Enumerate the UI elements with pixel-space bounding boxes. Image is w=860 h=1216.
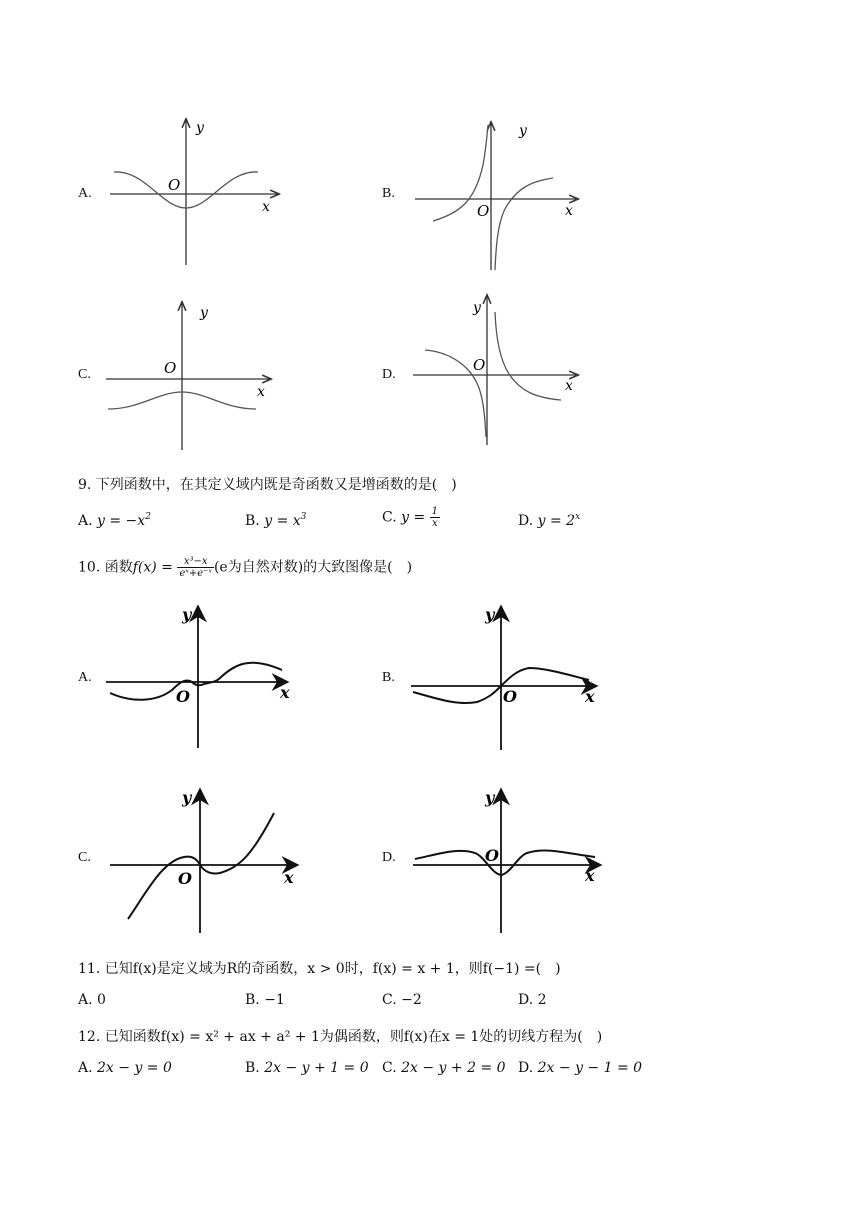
y-label: y bbox=[485, 788, 495, 807]
q10-option-a-label: A. bbox=[78, 670, 92, 685]
stem-prefix: 10. 函数 bbox=[78, 559, 133, 576]
q8-graph-c bbox=[100, 295, 290, 455]
q11-option-b[interactable] bbox=[245, 992, 285, 1008]
q10-graph-d bbox=[405, 785, 605, 935]
q11-option-d[interactable] bbox=[518, 992, 547, 1008]
option-value: −2 bbox=[401, 992, 422, 1008]
q10-option-c-label: C. bbox=[78, 850, 91, 865]
option-label: A. bbox=[78, 1060, 93, 1076]
q8-graph-b bbox=[405, 115, 595, 275]
function-fraction bbox=[177, 556, 214, 579]
curve-right-branch bbox=[495, 178, 553, 270]
q10-graph-b bbox=[405, 598, 605, 753]
option-value: 2 bbox=[537, 992, 547, 1008]
q12-option-a[interactable] bbox=[78, 1060, 172, 1076]
origin-label: O bbox=[485, 846, 499, 865]
curve-right-branch bbox=[495, 312, 561, 400]
q10-option-d-label: D. bbox=[382, 850, 396, 865]
origin-label: O bbox=[477, 202, 490, 220]
x-label: x bbox=[262, 199, 270, 215]
x-label: x bbox=[257, 384, 265, 400]
q8-graph-d bbox=[405, 290, 595, 450]
option-value: 2x − y = 0 bbox=[97, 1060, 172, 1076]
x-label: x bbox=[565, 378, 573, 394]
option-fraction bbox=[430, 506, 440, 529]
q10-option-b-label: B. bbox=[382, 670, 395, 685]
option-exponent: 3 bbox=[300, 512, 307, 522]
fraction-numerator: 1 bbox=[431, 506, 439, 517]
origin-label: O bbox=[164, 359, 177, 377]
option-exponent: x bbox=[575, 512, 581, 522]
stem-suffix: (e为自然对数)的大致图像是( ) bbox=[213, 559, 413, 576]
q11-stem: 11. 已知f(x)是定义域为R的奇函数，x > 0时，f(x) = x + 1，则f(−1) =( ) bbox=[78, 961, 561, 977]
y-label: y bbox=[200, 305, 208, 321]
option-label: D. bbox=[518, 992, 534, 1008]
function-name: f(x) = bbox=[132, 559, 178, 576]
curve bbox=[415, 850, 595, 875]
option-label: A. bbox=[78, 513, 93, 529]
q8-option-d-label: D. bbox=[382, 367, 396, 382]
origin-label: O bbox=[473, 356, 486, 374]
option-exponent: 2 bbox=[145, 512, 151, 522]
option-label: D. bbox=[518, 1060, 534, 1076]
y-label: y bbox=[182, 788, 192, 807]
q10-graph-c bbox=[100, 785, 300, 935]
q12-option-b[interactable] bbox=[245, 1060, 369, 1076]
y-label: y bbox=[485, 605, 495, 624]
y-label: y bbox=[519, 123, 527, 139]
origin-label: O bbox=[168, 176, 181, 194]
q8-option-c-label: C. bbox=[78, 367, 91, 382]
option-expression: y = bbox=[401, 509, 430, 526]
q12-stem: 12. 已知函数f(x) = x² + ax + a² + 1为偶函数，则f(x)在x = 1处的切线方程为( ) bbox=[78, 1029, 603, 1045]
fraction-denominator: eˣ+e⁻ˣ bbox=[179, 568, 212, 579]
q8-option-b-label: B. bbox=[382, 186, 395, 201]
x-label: x bbox=[585, 866, 595, 885]
y-label: y bbox=[196, 120, 204, 136]
option-value: 2x − y + 1 = 0 bbox=[264, 1060, 369, 1076]
y-label: y bbox=[182, 605, 192, 624]
option-label: B. bbox=[245, 992, 260, 1008]
option-value: 2x − y − 1 = 0 bbox=[537, 1060, 643, 1076]
option-expression: y = 2 bbox=[537, 513, 576, 529]
q9-option-c[interactable] bbox=[382, 506, 440, 529]
y-label: y bbox=[473, 300, 481, 316]
option-label: A. bbox=[78, 992, 93, 1008]
option-value: 2x − y + 2 = 0 bbox=[401, 1060, 506, 1076]
option-value: −1 bbox=[264, 992, 285, 1008]
x-label: x bbox=[284, 868, 294, 887]
option-value: 0 bbox=[97, 992, 106, 1008]
origin-label: O bbox=[178, 869, 192, 888]
option-expression: y = x bbox=[264, 513, 301, 529]
q8-option-a-label: A. bbox=[78, 186, 92, 201]
curve bbox=[128, 813, 274, 919]
q11-option-a[interactable] bbox=[78, 992, 106, 1008]
option-label: C. bbox=[382, 1060, 397, 1076]
option-label: C. bbox=[382, 509, 397, 526]
fraction-denominator: x bbox=[432, 518, 438, 529]
option-label: B. bbox=[245, 513, 260, 529]
option-label: C. bbox=[382, 992, 397, 1008]
x-label: x bbox=[585, 687, 595, 706]
option-label: D. bbox=[518, 513, 534, 529]
option-label: B. bbox=[245, 1060, 260, 1076]
q12-option-d[interactable] bbox=[518, 1060, 642, 1076]
q9-option-b[interactable] bbox=[245, 512, 306, 529]
fraction-numerator: x³−x bbox=[177, 556, 214, 568]
option-expression: y = −x bbox=[97, 513, 146, 529]
x-label: x bbox=[280, 683, 290, 702]
x-label: x bbox=[565, 203, 573, 219]
q11-option-c[interactable] bbox=[382, 992, 422, 1008]
q8-graph-a bbox=[100, 110, 290, 275]
origin-label: O bbox=[176, 687, 190, 706]
q10-graph-a bbox=[100, 598, 300, 753]
q10-stem bbox=[78, 556, 412, 579]
q12-option-c[interactable] bbox=[382, 1060, 506, 1076]
q9-option-d[interactable] bbox=[518, 512, 580, 529]
origin-label: O bbox=[503, 687, 517, 706]
q9-option-a[interactable] bbox=[78, 512, 151, 529]
q9-stem: 9. 下列函数中，在其定义域内既是奇函数又是增函数的是( ) bbox=[78, 477, 457, 493]
